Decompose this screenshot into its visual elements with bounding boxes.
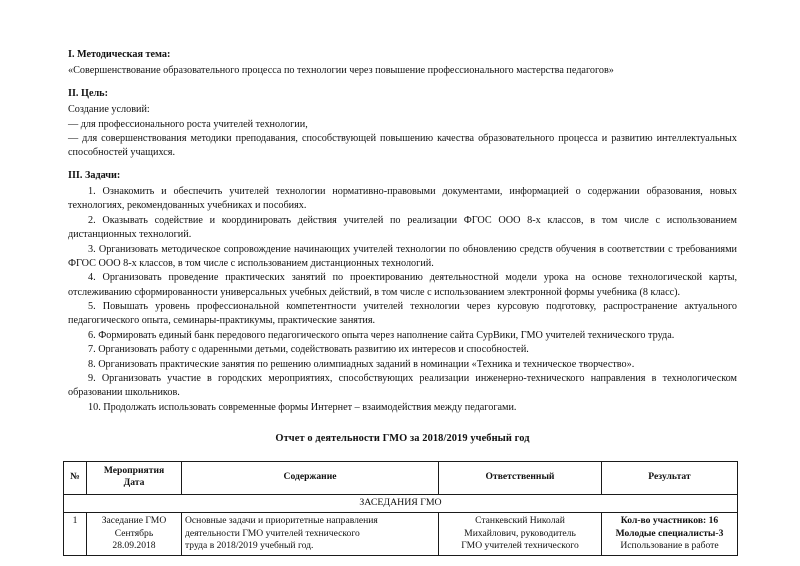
table-header (64, 461, 738, 494)
section-goal (68, 87, 737, 161)
task-item-8: 8. Организовать практические занятия по решению олимпиадных заданий в номинации «Техника и техническое творчество». (88, 358, 635, 370)
cell-number: 1 (64, 512, 87, 555)
cell-responsible-line-3: ГМО учителей технического (461, 540, 579, 552)
table-section-band-row (64, 494, 738, 512)
column-header-event: Мероприятия (103, 464, 165, 476)
cell-event-date (87, 512, 182, 555)
section-tasks (68, 169, 737, 415)
task-item-6: 6. Формировать единый банк передового педагогического опыта через наполнение сайта СурВики, ГМО учителей технического труда. (88, 329, 675, 341)
task-item-2: 2. Оказывать содействие и координировать действия учителей по реализации ФГОС ООО 8-х классов, в том числе с использованием дистанционных технологий. (68, 214, 737, 241)
table-row (64, 512, 738, 555)
column-header-number: № (64, 461, 87, 494)
cell-event-date-value: 28.09.2018 (112, 540, 156, 552)
task-item-3: 3. Организовать методическое сопровождение начинающих учителей технологии по обновлению средств обучения в соответствии с требованиями ФГОС ООО 8-х классов, в том числе с использованием дистанционных технологий. (68, 243, 737, 269)
spacer (68, 79, 737, 87)
table-header-row (64, 461, 738, 494)
column-header-result: Результат (602, 461, 738, 494)
cell-result (602, 512, 738, 555)
goal-item-2: — для совершенствования методики преподавания, способствующей повышению качества образовательного процесса и развитию интеллектуальных способностей учащихся. (68, 132, 737, 159)
cell-result-young-specialists: Молодые специалисты-3 (615, 527, 724, 539)
table-section-band-label: ЗАСЕДАНИЯ ГМО (64, 494, 738, 512)
cell-responsible (439, 512, 602, 555)
cell-result-usage: Использование в работе (620, 540, 719, 552)
table-body (64, 494, 738, 555)
cell-result-participants: Кол-во участников: 16 (620, 514, 719, 526)
task-item-4: 4. Организовать проведение практических занятий по проектированию деятельностной модели урока на основе технологической карты, отслеживанию сформированности универсальных учебных действий, в том числе с использованием электронной формы учебника (8 класс). (68, 272, 737, 298)
section-heading-tasks: III. Задачи: (68, 169, 121, 181)
cell-content-line-1: Основные задачи и приоритетные направления (185, 514, 378, 526)
cell-event-month: Сентябрь (114, 527, 154, 539)
task-item-10: 10. Продолжать использовать современные формы Интернет – взаимодействия между педагогами. (88, 401, 517, 413)
cell-content-line-2: деятельности ГМО учителей технического (185, 527, 360, 539)
methodical-theme-text: «Совершенствование образовательного процесса по технологии через повышение профессионального мастерства педагогов» (68, 65, 614, 77)
cell-responsible-line-1: Станкевский Николай (475, 514, 565, 526)
report-title: Отчет о деятельности ГМО за 2018/2019 учебный год (275, 433, 530, 444)
spacer (68, 161, 737, 169)
column-header-content: Содержание (182, 461, 439, 494)
goal-lead: Создание условий: (68, 104, 150, 116)
task-item-1: 1. Ознакомить и обеспечить учителей технологии нормативно-правовыми документами, информацией о содержании образования, новых технологиях, рекомендованных учебниках и пособиях. (68, 186, 737, 212)
column-header-event-date (87, 461, 182, 494)
cell-content (182, 512, 439, 555)
cell-content-line-3: труда в 2018/2019 учебный год. (185, 540, 314, 552)
column-header-date: Дата (123, 477, 145, 489)
document-body (68, 48, 737, 556)
report-title-wrap (68, 415, 737, 461)
task-item-9: 9. Организовать участие в городских мероприятиях, способствующих реализации инженерно-технического направления в технологическом образовании школьников. (68, 372, 737, 399)
cell-responsible-line-2: Михайлович, руководитель (464, 527, 576, 539)
section-heading-goal: II. Цель: (68, 87, 108, 99)
section-heading-methodical-theme: I. Методическая тема: (68, 49, 171, 60)
section-methodical-theme (68, 48, 737, 79)
activity-report-table (63, 461, 738, 556)
cell-event-name: Заседание ГМО (101, 514, 167, 526)
goal-item-1: — для профессионального роста учителей технологии, (68, 118, 308, 130)
column-header-responsible: Ответственный (439, 461, 602, 494)
task-item-7: 7. Организовать работу с одаренными детьми, содействовать развитию их интересов и способностей. (88, 344, 529, 356)
task-item-5: 5. Повышать уровень профессиональной компетентности учителей технологии через курсовую подготовку, распространение актуального педагогического опыта, семинары-практикумы, практические занятия. (68, 301, 737, 327)
